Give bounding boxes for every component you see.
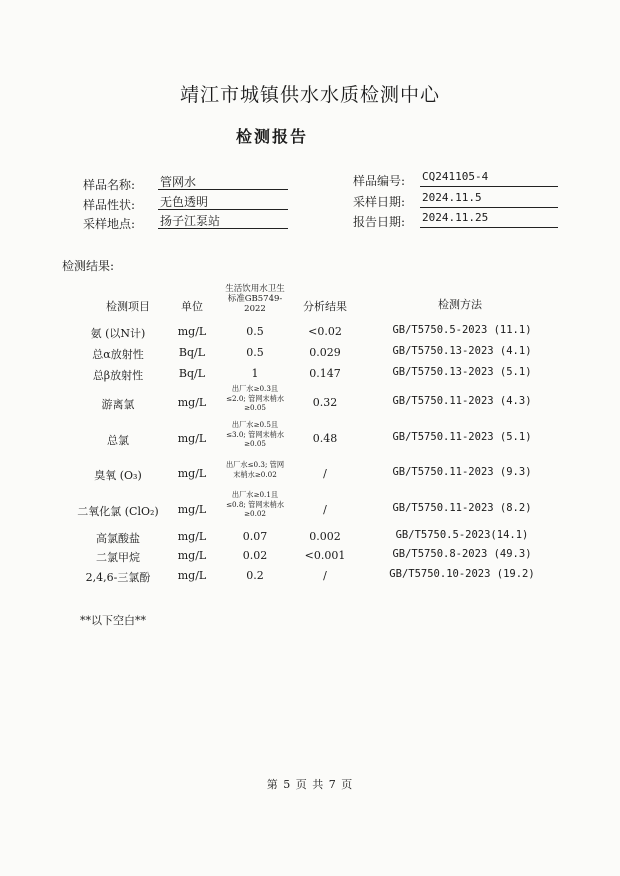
- report-date-label: 报告日期:: [352, 215, 405, 229]
- row-standard: 0.02: [242, 549, 268, 562]
- sampling-date-label: 采样日期:: [352, 195, 405, 209]
- sampling-location-label: 采样地点:: [82, 217, 135, 231]
- row-result: /: [323, 503, 327, 516]
- row-result: /: [323, 569, 327, 582]
- page-number: 第 5 页 共 7 页: [266, 778, 354, 791]
- blank-below-note: **以下空白**: [80, 614, 146, 627]
- row-standard: 0.5: [246, 325, 264, 338]
- row-result: /: [323, 467, 327, 480]
- row-result: <0.001: [304, 549, 346, 562]
- row-item: 二氯甲烷: [96, 551, 140, 564]
- row-item: 臭氧 (O₃): [94, 469, 142, 482]
- header-method: 检测方法: [438, 298, 482, 311]
- row-method: GB/T5750.5-2023 (11.1): [392, 324, 532, 336]
- row-method: GB/T5750.5-2023(14.1): [395, 529, 529, 541]
- row-method: GB/T5750.13-2023 (5.1): [392, 366, 532, 378]
- row-item: 总β放射性: [92, 369, 144, 382]
- row-item: 总氯: [107, 434, 129, 447]
- row-item: 总α放射性: [92, 348, 144, 361]
- row-unit: mg/L: [177, 503, 207, 516]
- row-method: GB/T5750.11-2023 (4.3): [392, 395, 532, 407]
- row-standard: 出厂水≥0.5且≤3.0; 管网末梢水≥0.05: [225, 420, 285, 448]
- header-result: 分析结果: [303, 300, 347, 313]
- row-standard: 0.5: [246, 346, 264, 359]
- row-result: 0.48: [312, 432, 338, 445]
- sampling-location-value: 扬子江泵站: [158, 212, 288, 229]
- results-section-title: 检测结果:: [62, 259, 115, 273]
- row-result: <0.02: [308, 325, 342, 338]
- header-unit: 单位: [181, 300, 203, 313]
- row-method: GB/T5750.11-2023 (9.3): [392, 466, 532, 478]
- organization-title: 靖江市城镇供水水质检测中心: [179, 84, 440, 106]
- row-result: 0.147: [309, 367, 341, 380]
- row-standard: 0.07: [242, 530, 268, 543]
- row-unit: mg/L: [177, 467, 207, 480]
- row-result: 0.32: [312, 396, 338, 409]
- report-title: 检测报告: [236, 127, 309, 146]
- row-result: 0.002: [309, 530, 341, 543]
- row-standard: 出厂水≥0.3且≤2.0; 管网末梢水≥0.05: [225, 384, 285, 412]
- row-unit: Bq/L: [178, 346, 206, 359]
- row-item: 高氯酸盐: [96, 532, 140, 545]
- row-item: 2,4,6-三氯酚: [85, 571, 151, 584]
- row-unit: Bq/L: [178, 367, 206, 380]
- row-item: 二氧化氯 (ClO₂): [77, 505, 159, 518]
- row-method: GB/T5750.11-2023 (5.1): [392, 431, 532, 443]
- row-standard: 出厂水≤0.3; 管网末梢水≥0.02: [225, 460, 285, 479]
- row-unit: mg/L: [177, 549, 207, 562]
- header-standard: 生活饮用水卫生标准GB5749-2022: [225, 284, 285, 314]
- row-result: 0.029: [309, 346, 341, 359]
- sample-name-value: 管网水: [158, 173, 288, 190]
- sample-nature-label: 样品性状:: [82, 198, 135, 212]
- row-unit: mg/L: [177, 396, 207, 409]
- sample-id-label: 样品编号:: [352, 174, 405, 188]
- header-item: 检测项目: [106, 300, 150, 313]
- row-standard: 1: [251, 367, 259, 380]
- row-method: GB/T5750.8-2023 (49.3): [392, 548, 532, 560]
- row-method: GB/T5750.10-2023 (19.2): [389, 568, 535, 580]
- row-standard: 出厂水≥0.1且≤0.8; 管网末梢水≥0.02: [225, 490, 285, 518]
- row-item: 游离氯: [101, 398, 135, 411]
- sample-name-label: 样品名称:: [82, 178, 135, 192]
- report-date-value: 2024.11.25: [420, 211, 558, 228]
- row-method: GB/T5750.13-2023 (4.1): [392, 345, 532, 357]
- row-item: 氨 (以N计): [90, 327, 146, 340]
- row-unit: mg/L: [177, 569, 207, 582]
- row-unit: mg/L: [177, 432, 207, 445]
- sample-nature-value: 无色透明: [158, 193, 288, 210]
- sampling-date-value: 2024.11.5: [420, 191, 558, 208]
- sample-id-value: CQ241105-4: [420, 170, 558, 187]
- row-standard: 0.2: [246, 569, 264, 582]
- row-method: GB/T5750.11-2023 (8.2): [392, 502, 532, 514]
- row-unit: mg/L: [177, 530, 207, 543]
- row-unit: mg/L: [177, 325, 207, 338]
